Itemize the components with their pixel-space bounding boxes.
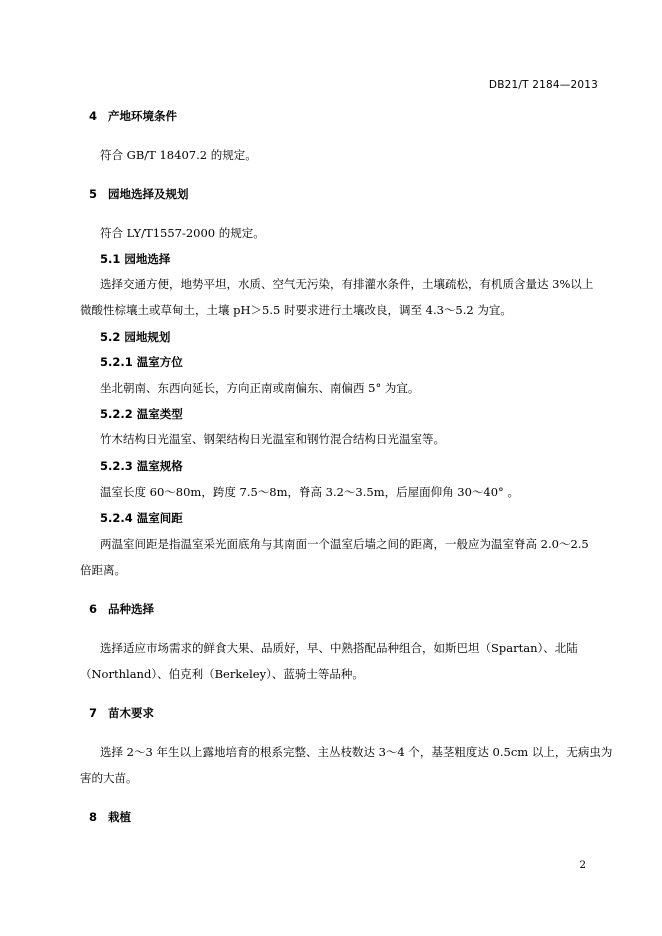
standard-code-header: DB21/T 2184—2013 — [488, 79, 598, 91]
section-5-2-4-heading: 5.2.4 温室间距 — [100, 511, 183, 525]
section-6-heading — [89, 601, 154, 617]
section-7-line-1: 选择 2～3 年生以上露地培育的根系完整、主丛枝数达 3～4 个，基茎粗度达 0.5cm 以上，无病虫为 — [100, 745, 613, 759]
section-4-heading — [89, 108, 177, 124]
section-5-2-4-line-1: 两温室间距是指温室采光面底角与其南面一个温室后墙之间的距离，一般应为温室脊高 2.0～2.5 — [100, 537, 589, 551]
section-title: 园地选择及规划 — [108, 187, 189, 201]
section-title: 栽植 — [108, 810, 131, 824]
section-5-2-2-heading: 5.2.2 温室类型 — [100, 407, 183, 421]
section-5-1-heading: 5.1 园地选择 — [100, 252, 171, 266]
section-7-line-2: 害的大苗。 — [80, 771, 138, 785]
section-title: 产地环境条件 — [108, 109, 177, 123]
section-number: 4 — [89, 109, 98, 123]
section-number: 8 — [89, 810, 98, 824]
section-5-2-heading: 5.2 园地规划 — [100, 330, 171, 344]
section-5-2-1-text: 坐北朝南、东西向延长，方向正南或南偏东、南偏西 5° 为宜。 — [100, 381, 420, 395]
section-6-line-2: （Northland）、伯克利（Berkeley）、蓝骑士等品种。 — [80, 667, 364, 681]
section-5-heading — [89, 186, 189, 202]
section-8-heading — [89, 809, 131, 825]
section-5-text: 符合 LY/T1557-2000 的规定。 — [100, 226, 265, 240]
section-5-1-line-1: 选择交通方便，地势平坦，水质、空气无污染，有排灌水条件，土壤疏松，有机质含量达 3%以上 — [100, 277, 594, 291]
section-title: 品种选择 — [108, 602, 154, 616]
section-5-2-4-line-2: 倍距离。 — [80, 563, 126, 577]
page-number: 2 — [579, 859, 586, 871]
section-5-2-2-text: 竹木结构日光温室、钢架结构日光温室和钢竹混合结构日光温室等。 — [100, 432, 445, 446]
section-5-2-3-text: 温室长度 60～80m，跨度 7.5～8m，脊高 3.2～3.5m，后屋面仰角 30～40° 。 — [100, 485, 519, 499]
section-5-2-3-heading: 5.2.3 温室规格 — [100, 459, 183, 473]
section-6-line-1: 选择适应市场需求的鲜食大果、品质好，早、中熟搭配品种组合，如斯巴坦（Spartan）、北陆 — [100, 641, 578, 655]
section-7-heading — [89, 705, 154, 721]
section-4-text: 符合 GB/T 18407.2 的规定。 — [100, 148, 257, 162]
section-5-2-1-heading: 5.2.1 温室方位 — [100, 355, 183, 369]
section-5-1-line-2: 微酸性棕壤土或草甸土，土壤 pH＞5.5 时要求进行土壤改良，调至 4.3～5.2 为宜。 — [80, 303, 512, 317]
section-number: 5 — [89, 187, 98, 201]
section-number: 6 — [89, 602, 98, 616]
section-number: 7 — [89, 706, 98, 720]
section-title: 苗木要求 — [108, 706, 154, 720]
